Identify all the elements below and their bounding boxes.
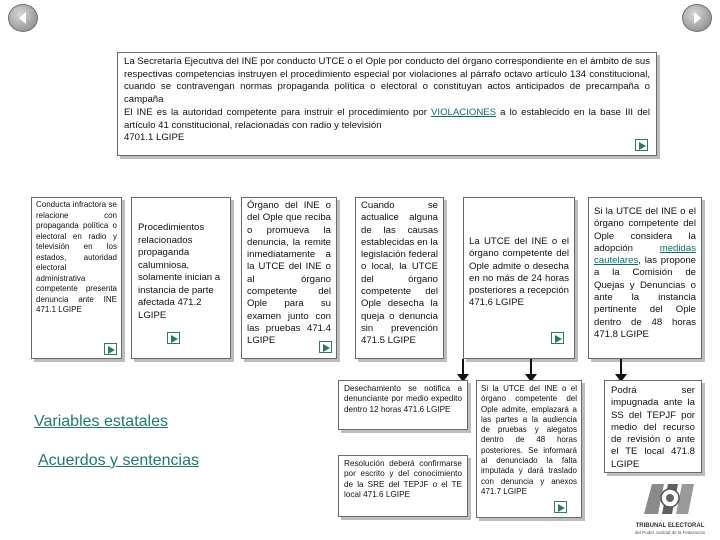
conducta-play-icon[interactable]: [104, 343, 117, 355]
organo-play-icon[interactable]: [319, 341, 332, 353]
cuando-box: Cuando se actualice alguna de las causas establecidas en la legislación federal o local, la UTCE del órgano competente del Ople desecha la queja o denuncia sin prevención 471.5 LGIPE: [355, 197, 444, 359]
procedimientos-play-icon[interactable]: [167, 332, 180, 344]
arrow-down-2: [530, 359, 532, 376]
top-reference: 4701.1 LGIPE: [124, 132, 185, 144]
violaciones-link[interactable]: VIOLACIONES: [431, 106, 497, 118]
utce-admite-play-icon[interactable]: [551, 332, 564, 344]
desechamiento-box: Desechamiento se notifica a denunciante por medio expedito dentro 12 horas 471.6 LGIPE: [338, 380, 468, 430]
conducta-box: Conducta infractora se relacione con propaganda política o electoral en radio y televisión en los estados, autoridad electoral administrativa competente presenta denuncia ante INE 471.1 LGIPE: [31, 197, 122, 359]
arrow-left-icon: [16, 11, 30, 25]
arrow-down-3: [620, 359, 622, 376]
utce-audiencia-play-icon[interactable]: [554, 501, 567, 513]
arrow-right-icon: [690, 11, 704, 25]
arrow-down-1: [462, 359, 464, 376]
medidas-cautelares-link[interactable]: medidas cautelares: [594, 242, 696, 267]
resolucion-box: Resolución deberá confirmarse por escrito y del conocimiento de la SRE del TEPJF o el TE local 471.6 LGIPE: [338, 455, 468, 517]
medidas-cautelares-box: Si la UTCE del INE o el órgano competente del Ople considera la adopción medidas cautelares, las propone a la Comisión de Quejas y Denuncias o ante la instancia pertinente del Ople dentro de 48 horas 471.8 LGIPE: [588, 197, 702, 359]
logo-line-1: TRIBUNAL ELECTORAL: [635, 523, 705, 529]
variables-estatales-link[interactable]: Variables estatales: [34, 413, 168, 430]
utce-admite-box: La UTCE del INE o el órgano competente del Ople admite o desecha en no más de 24 horas posteriores a recepción 471.6 LGIPE: [463, 197, 575, 359]
utce-audiencia-box: Si la UTCE del INE o el órgano competente del Ople admite, emplazará a las partes a la audiencia de pruebas y alegatos dentro de 48 horas posteriores. Se informará al denunciado la falta imputada y dará traslado con denuncia y anexos 471.7 LGIPE: [476, 380, 582, 518]
tribunal-seal-icon: [638, 476, 702, 518]
tribunal-electoral-logo: [628, 476, 712, 538]
impugnada-box: Podrá ser impugnada ante la SS del TEPJF por medio del recurso de revisión o ante el TE local 471.8 LGIPE: [604, 380, 702, 473]
procedimientos-box: Procedimientos relacionados propaganda calumniosa, solamente inician a instancia de parte afectada 471.2 LGIPE: [131, 197, 231, 359]
top-paragraph-2: El INE es la autoridad competente para instruir el procedimiento por VIOLACIONES a lo establecido en la base III del artículo 41 constitucional, relacionadas con radio y televisión: [124, 106, 650, 131]
organo-box: Órgano del INE o del Ople que reciba o promueva la denuncia, la remite inmediatamente a la UTCE del INE o al órgano competente del Ople para su examen junto con las pruebas 471.4 LGIPE: [241, 197, 337, 359]
acuerdos-sentencias-link[interactable]: Acuerdos y sentencias: [38, 452, 199, 469]
previous-slide-button[interactable]: [8, 4, 38, 32]
logo-line-2: del Poder Judicial de la Federación: [634, 530, 706, 535]
top-play-icon[interactable]: [635, 139, 648, 151]
top-procedure-box: [117, 52, 657, 156]
next-slide-button[interactable]: [682, 4, 712, 32]
top-paragraph-1: La Secretaría Ejecutiva del INE por conducto UTCE o el Ople por conducto del órgano correspondiente en el ámbito de sus respectivas competencias instruyen el procedimiento especial por violaciones al párrafo octavo artículo 134 constitucional, cuando se contravengan normas propaganda política o electoral o constituyan actos anticipados de precampaña o campaña: [124, 56, 650, 106]
